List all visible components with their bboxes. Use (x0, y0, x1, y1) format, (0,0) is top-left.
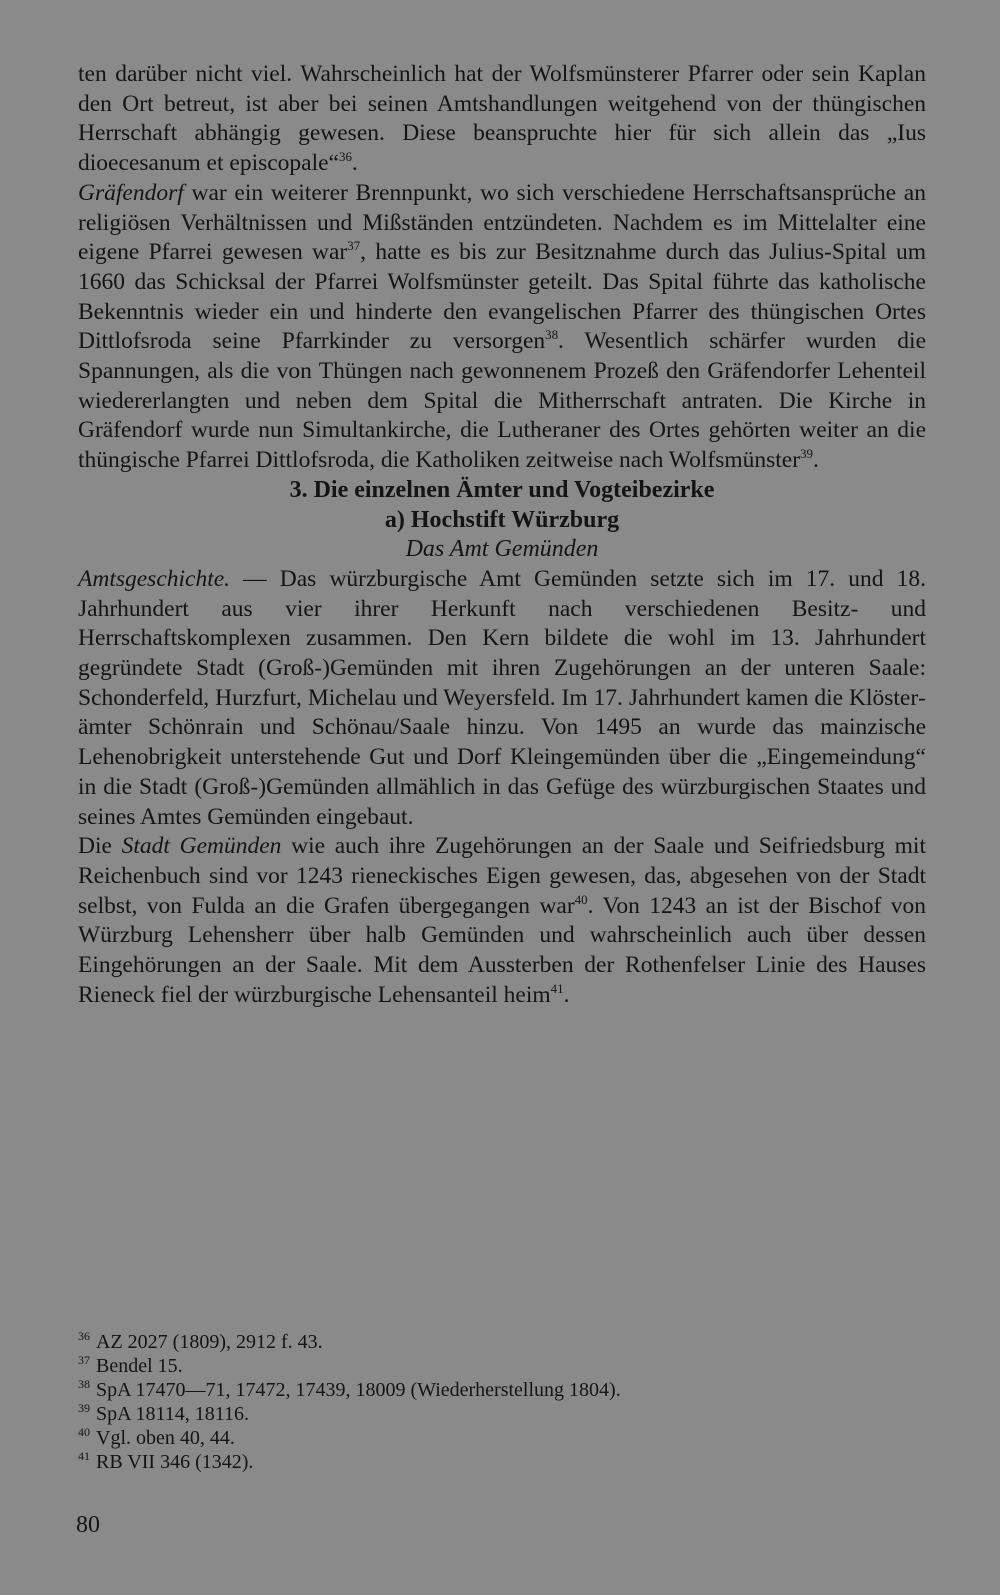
footnote-text: SpA 17470—71, 17472, 17439, 18009 (Wiederherstellung 1804). (96, 1379, 621, 1401)
main-text (78, 60, 926, 1011)
paragraph-stadt-gemuenden (78, 832, 926, 1010)
paragraph-text: ten darüber nicht viel. Wahrscheinlich hat der Wolfsmünsterer Pfarrer oder sein Kaplan den Ort betreut, ist aber bei seinen Amtshandlungen weitgehend von der thüngischen Herrschaft abhängig gewesen. Diese beanspruchte hier für sich allein das „Ius dioecesanum et episcopale“ (78, 61, 926, 177)
footnote-number: 36 (78, 1329, 90, 1344)
lead-italic: Amtsgeschichte. (78, 565, 231, 592)
page-number: 80 (76, 1512, 100, 1538)
footnote-text: Vgl. oben 40, 44. (96, 1427, 235, 1449)
footnote-text: SpA 18114, 18116. (96, 1403, 249, 1425)
place-name-italic: Gräfendorf (78, 179, 184, 206)
paragraph-text: . (563, 981, 570, 1008)
paragraph-text: , hatte es bis zur Besitznahme durch das Julius-Spital um 1660 das Schicksal der Pfarrei Wolfsmünster geteilt. Das Spital führte das katholische Bekenntnis wieder ein und hinderte den evangelischen Pfarrer des thüngischen Ortes Dittlofsroda seine Pfarrkinder zu versorgen (78, 239, 926, 355)
paragraph-intro (78, 60, 926, 179)
footnote-ref: 40 (574, 891, 588, 907)
paragraph-graefendorf (78, 179, 926, 476)
footnotes (78, 1330, 926, 1474)
footnote (78, 1450, 926, 1474)
section-heading: 3. Die einzelnen Ämter und Vogteibezirke (289, 476, 715, 503)
footnote-number: 37 (78, 1353, 90, 1368)
footnote-text: RB VII 346 (1342). (96, 1451, 254, 1473)
footnote (78, 1330, 926, 1354)
footnote-ref: 37 (347, 238, 361, 254)
footnote (78, 1378, 926, 1402)
footnote-number: 39 (78, 1401, 90, 1416)
paragraph-text: . Von 1243 an ist der Bischof von Würzburg Lehensherr über halb Gemünden und wahrscheinlich auch über dessen Eingehörungen an der Saale. Mit dem Aussterben der Rothenfelser Linie des Hauses Rieneck fiel der würzburgische Lehensanteil heim (78, 892, 927, 1008)
paragraph-text: wie auch ihre Zugehörungen an der Saale und Seifriedsburg mit Reichenbuch sind vor 1243 rieneckisches Eigen gewesen, das, abgesehen von der Stadt selbst, von Fulda an die Grafen übergegangen war (78, 833, 926, 919)
footnote-number: 41 (78, 1449, 90, 1464)
footnote-ref: 41 (550, 980, 564, 996)
footnote-ref: 39 (800, 446, 813, 462)
paragraph-text: Die (78, 833, 122, 860)
paragraph-text: . Wesentlich schärfer wurden die Spannungen, als die von Thüngen nach gewonnenem Prozeß den Gräfendorfer Lehenteil wiedererlangten und neben dem Spital die Mitherrschaft antraten. Die Kirche in Gräfendorf wurde nun Simultankirche, die Lutheraner des Ortes gehörten weiter an die thüngische Pfarrei Dittlofsroda, die Katholiken zeitweise nach Wolfsmünster (78, 328, 926, 474)
footnote-number: 38 (78, 1377, 90, 1392)
footnote-ref: 38 (545, 327, 559, 343)
amt-heading: Das Amt Gemünden (405, 536, 599, 563)
paragraph-amtsgeschichte (78, 565, 926, 832)
subsection-heading: a) Hochstift Würzburg (384, 506, 620, 533)
footnote-ref: 36 (339, 149, 352, 165)
paragraph-text: . (351, 150, 358, 177)
footnote-text: Bendel 15. (96, 1355, 183, 1377)
footnote (78, 1426, 926, 1450)
footnote (78, 1402, 926, 1426)
paragraph-text: war ein weiterer Brennpunkt, wo sich verschiedene Herrschaftsansprüche an religiösen Verhältnissen und Mißständen entzündeten. Nachdem es im Mittelalter eine eigene Pfarrei gewesen war (78, 179, 926, 266)
paragraph-text: . (812, 447, 819, 474)
place-name-italic: Stadt Gemünden (121, 833, 282, 860)
footnote-number: 40 (78, 1425, 90, 1440)
paragraph-text: — Das würzburgische Amt Gemünden setzte sich im 17. und 18. Jahrhundert aus vier ihrer Herkunft nach verschiedenen Besitz- und Herrschaftskomplexen zusammen. Den Kern bildete die wohl im 13. Jahrhundert gegründete Stadt (Groß-)Gemünden mit ihren Zugehörungen an der unteren Saale: Schonderfeld, Hurzfurt, Michelau und Weyersfeld. Im 17. Jahrhundert kamen die Klösterämter Schönrain und Schönau/Saale hinzu. Von 1495 an wurde das mainzische Lehenobrigkeit unterstehende Gut und Dorf Kleingemünden über die „Eingemeindung“ in die Stadt (Groß-)Gemünden allmählich in das Gefüge des würzburgischen Staates und seines Amtes Gemünden eingebaut. (78, 565, 926, 830)
footnote (78, 1354, 926, 1378)
footnote-text: AZ 2027 (1809), 2912 f. 43. (96, 1331, 323, 1353)
